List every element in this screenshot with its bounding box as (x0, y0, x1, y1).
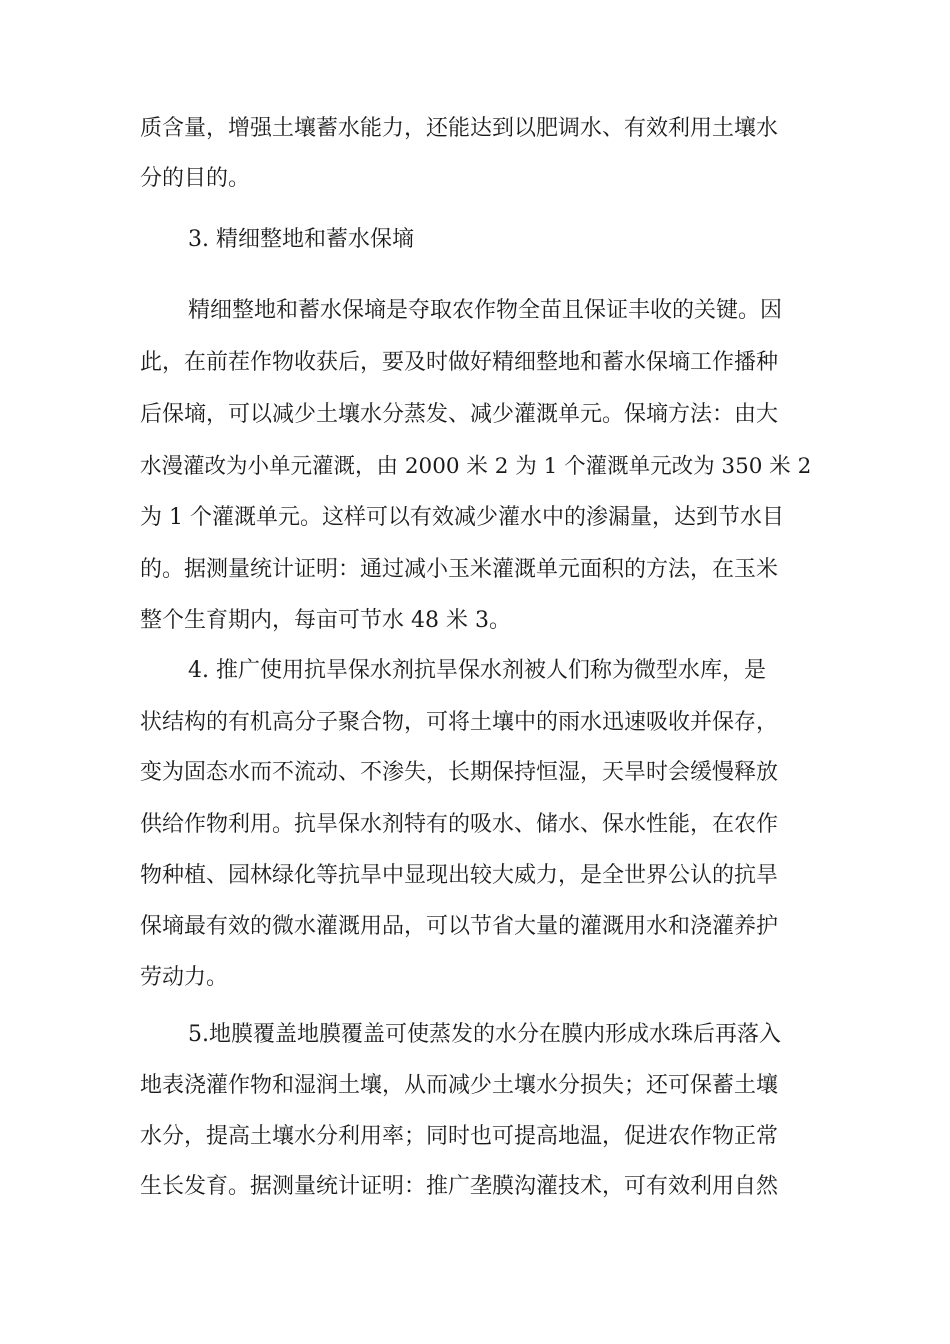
text-line: 为 1 个灌溉单元。这样可以有效减少灌水中的渗漏量，达到节水目 (140, 505, 784, 530)
text-line: 整个生育期内，每亩可节水 48 米 3。 (140, 608, 511, 633)
text-line: 物种植、园林绿化等抗旱中显现出较大威力，是全世界公认的抗旱 (140, 863, 779, 888)
text-line: 地表浇灌作物和湿润土壤，从而减少土壤水分损失；还可保蓄土壤 (140, 1073, 779, 1098)
section-heading: 5.地膜覆盖地膜覆盖可使蒸发的水分在膜内形成水珠后再落入 (188, 1022, 781, 1047)
text-line: 水漫灌改为小单元灌溉，由 2000 米 2 为 1 个灌溉单元改为 350 米 2 (140, 454, 812, 479)
text-line: 质含量，增强土壤蓄水能力，还能达到以肥调水、有效利用土壤水 (140, 116, 779, 141)
text-line: 后保墒，可以减少土壤水分蒸发、减少灌溉单元。保墒方法：由大 (140, 402, 779, 427)
text-line: 分的目的。 (140, 166, 251, 191)
text-line: 此，在前茬作物收获后，要及时做好精细整地和蓄水保墒工作播种 (140, 350, 779, 375)
text-line: 状结构的有机高分子聚合物，可将土壤中的雨水迅速吸收并保存， (140, 710, 779, 735)
text-line: 生长发育。据测量统计证明：推广垄膜沟灌技术，可有效利用自然 (140, 1174, 779, 1199)
text-line: 保墒最有效的微水灌溉用品，可以节省大量的灌溉用水和浇灌养护 (140, 914, 779, 939)
section-heading: 3. 精细整地和蓄水保墒 (188, 227, 414, 252)
text-line: 水分，提高土壤水分利用率；同时也可提高地温，促进农作物正常 (140, 1124, 779, 1149)
section-heading: 4. 推广使用抗旱保水剂抗旱保水剂被人们称为微型水库，是 (188, 658, 766, 683)
text-line: 的。据测量统计证明：通过减小玉米灌溉单元面积的方法，在玉米 (140, 557, 779, 582)
text-line: 劳动力。 (140, 965, 229, 990)
text-line: 精细整地和蓄水保墒是夺取农作物全苗且保证丰收的关键。因 (188, 298, 783, 323)
text-line: 变为固态水而不流动、不渗失，长期保持恒湿，天旱时会缓慢释放 (140, 760, 779, 785)
text-line: 供给作物利用。抗旱保水剂特有的吸水、储水、保水性能，在农作 (140, 812, 779, 837)
